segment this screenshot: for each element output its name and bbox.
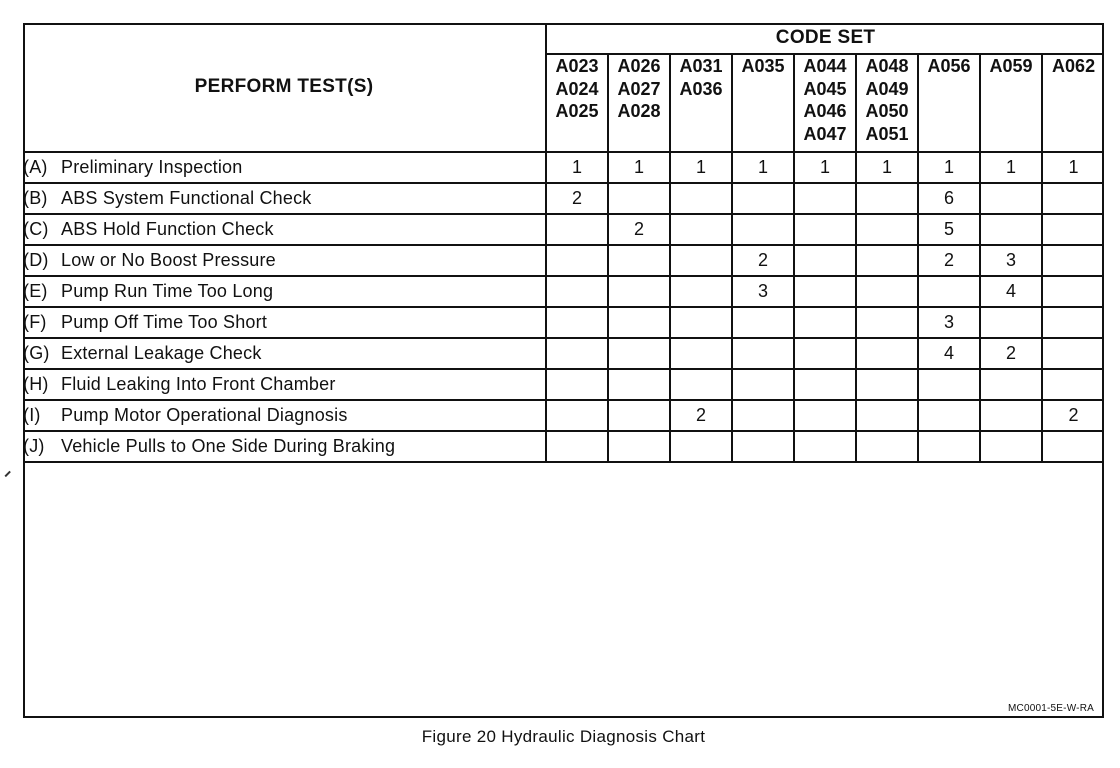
step-cell xyxy=(608,307,670,338)
table-row xyxy=(23,431,1104,462)
test-label: Preliminary Inspection xyxy=(61,157,243,177)
code-label: A046 xyxy=(803,101,847,121)
stray-mark xyxy=(4,471,10,477)
step-cell: 4 xyxy=(918,338,980,369)
step-cell: 2 xyxy=(732,245,794,276)
code-label: A027 xyxy=(617,78,661,99)
step-cell: 3 xyxy=(980,245,1042,276)
step-cell: 2 xyxy=(1042,400,1104,431)
step-cell: 6 xyxy=(918,183,980,214)
code-label: A031 xyxy=(679,56,723,76)
table-row xyxy=(23,307,1104,338)
step-cell xyxy=(1042,245,1104,276)
step-cell xyxy=(918,400,980,431)
step-cell xyxy=(732,369,794,400)
test-name-cell xyxy=(23,183,546,214)
step-cell xyxy=(856,214,918,245)
step-cell xyxy=(546,338,608,369)
test-name-cell xyxy=(23,369,546,400)
step-cell xyxy=(856,369,918,400)
step-cell xyxy=(608,276,670,307)
step-cell xyxy=(794,214,856,245)
code-label: A062 xyxy=(1052,56,1096,76)
step-cell xyxy=(794,307,856,338)
test-rows xyxy=(23,152,1104,462)
step-cell xyxy=(980,369,1042,400)
step-cell xyxy=(670,214,732,245)
step-cell xyxy=(856,338,918,369)
step-cell xyxy=(732,214,794,245)
step-cell xyxy=(608,369,670,400)
test-name-cell xyxy=(23,245,546,276)
step-cell xyxy=(608,338,670,369)
step-cell xyxy=(856,307,918,338)
code-column-header xyxy=(980,54,1042,152)
step-cell: 3 xyxy=(732,276,794,307)
step-cell xyxy=(794,431,856,462)
step-cell xyxy=(794,183,856,214)
code-column-header xyxy=(670,54,732,152)
step-cell xyxy=(670,338,732,369)
test-letter: (C) xyxy=(23,219,49,239)
table-row xyxy=(23,400,1104,431)
step-cell xyxy=(608,245,670,276)
code-column-header xyxy=(794,54,856,152)
figure-caption: Figure 20 Hydraulic Diagnosis Chart xyxy=(421,727,706,746)
step-cell xyxy=(546,245,608,276)
step-cell xyxy=(794,276,856,307)
step-cell xyxy=(980,400,1042,431)
step-cell xyxy=(980,307,1042,338)
step-cell xyxy=(546,307,608,338)
test-name-cell xyxy=(23,400,546,431)
step-cell: 5 xyxy=(918,214,980,245)
step-cell: 1 xyxy=(732,152,794,183)
test-label: Fluid Leaking Into Front Chamber xyxy=(61,374,336,394)
code-label: A044 xyxy=(803,56,847,76)
table-row xyxy=(23,214,1104,245)
test-name-cell xyxy=(23,214,546,245)
test-letter: (J) xyxy=(23,436,45,456)
step-cell xyxy=(1042,431,1104,462)
test-label: Pump Off Time Too Short xyxy=(61,312,268,332)
step-cell: 2 xyxy=(918,245,980,276)
step-cell xyxy=(670,245,732,276)
step-cell xyxy=(732,307,794,338)
step-cell xyxy=(670,276,732,307)
test-label: ABS System Functional Check xyxy=(61,188,312,208)
step-cell xyxy=(608,431,670,462)
test-letter: (A) xyxy=(23,157,48,177)
code-label: A023 xyxy=(555,56,599,76)
step-cell xyxy=(856,431,918,462)
code-column-header xyxy=(732,54,794,152)
step-cell: 2 xyxy=(546,183,608,214)
step-cell xyxy=(608,400,670,431)
step-cell xyxy=(794,369,856,400)
code-label: A028 xyxy=(617,101,661,121)
step-cell: 1 xyxy=(546,152,608,183)
step-cell xyxy=(732,431,794,462)
step-cell xyxy=(546,400,608,431)
step-cell: 3 xyxy=(918,307,980,338)
step-cell xyxy=(980,183,1042,214)
test-letter: (D) xyxy=(23,250,49,270)
test-name-cell xyxy=(23,338,546,369)
step-cell xyxy=(1042,214,1104,245)
code-label: A036 xyxy=(679,78,723,99)
step-cell xyxy=(546,431,608,462)
test-label: Pump Motor Operational Diagnosis xyxy=(61,405,348,425)
step-cell xyxy=(794,338,856,369)
step-cell xyxy=(732,183,794,214)
test-name-cell xyxy=(23,431,546,462)
code-column-header xyxy=(918,54,980,152)
test-name-cell xyxy=(23,152,546,183)
step-cell xyxy=(980,214,1042,245)
step-cell xyxy=(608,183,670,214)
step-cell xyxy=(856,245,918,276)
test-letter: (H) xyxy=(23,374,49,394)
code-column-header xyxy=(608,54,670,152)
test-label: External Leakage Check xyxy=(61,343,262,363)
step-cell: 1 xyxy=(1042,152,1104,183)
code-label: A051 xyxy=(865,123,909,144)
step-cell xyxy=(856,400,918,431)
step-cell xyxy=(732,400,794,431)
test-label: Vehicle Pulls to One Side During Braking xyxy=(61,436,396,456)
step-cell xyxy=(1042,183,1104,214)
step-cell: 2 xyxy=(670,400,732,431)
step-cell: 1 xyxy=(980,152,1042,183)
code-label: A024 xyxy=(555,78,599,99)
step-cell xyxy=(670,183,732,214)
test-letter: (G) xyxy=(23,343,50,363)
code-label: A050 xyxy=(865,101,909,121)
code-label: A025 xyxy=(555,101,599,121)
code-label: A045 xyxy=(803,78,847,99)
code-label: A026 xyxy=(617,56,661,76)
hydraulic-diagnosis-table xyxy=(23,23,1104,463)
table-row xyxy=(23,245,1104,276)
step-cell: 2 xyxy=(980,338,1042,369)
step-cell xyxy=(546,214,608,245)
step-cell: 1 xyxy=(918,152,980,183)
code-label: A035 xyxy=(741,56,785,76)
step-cell xyxy=(794,400,856,431)
step-cell xyxy=(1042,307,1104,338)
step-cell: 4 xyxy=(980,276,1042,307)
step-cell xyxy=(732,338,794,369)
table-row xyxy=(23,338,1104,369)
step-cell xyxy=(546,369,608,400)
test-letter: (I) xyxy=(23,405,41,425)
table-row xyxy=(23,369,1104,400)
test-letter: (B) xyxy=(23,188,48,208)
code-column-header xyxy=(1042,54,1104,152)
code-set-header: CODE SET xyxy=(546,23,1104,54)
test-label: ABS Hold Function Check xyxy=(61,219,274,239)
step-cell xyxy=(1042,369,1104,400)
step-cell xyxy=(546,276,608,307)
perform-tests-header: PERFORM TEST(S) xyxy=(23,23,546,152)
table-row xyxy=(23,183,1104,214)
code-label: A049 xyxy=(865,78,909,99)
code-label: A048 xyxy=(865,56,909,76)
step-cell xyxy=(918,431,980,462)
step-cell xyxy=(1042,338,1104,369)
code-column-header xyxy=(856,54,918,152)
step-cell xyxy=(670,369,732,400)
code-label: A056 xyxy=(927,56,971,76)
test-label: Low or No Boost Pressure xyxy=(61,250,276,270)
test-letter: (E) xyxy=(23,281,48,301)
step-cell: 1 xyxy=(856,152,918,183)
step-cell xyxy=(856,183,918,214)
step-cell xyxy=(980,431,1042,462)
step-cell: 1 xyxy=(670,152,732,183)
reference-code: MC0001-5E-W-RA xyxy=(1008,703,1094,714)
step-cell xyxy=(918,276,980,307)
code-label: A059 xyxy=(989,56,1033,76)
step-cell: 1 xyxy=(608,152,670,183)
code-column-header xyxy=(546,54,608,152)
step-cell xyxy=(856,276,918,307)
step-cell xyxy=(794,245,856,276)
test-label: Pump Run Time Too Long xyxy=(61,281,274,301)
step-cell: 2 xyxy=(608,214,670,245)
step-cell xyxy=(1042,276,1104,307)
step-cell xyxy=(670,307,732,338)
code-label: A047 xyxy=(803,123,847,144)
step-cell xyxy=(918,369,980,400)
step-cell: 1 xyxy=(794,152,856,183)
table-row xyxy=(23,276,1104,307)
test-name-cell xyxy=(23,276,546,307)
test-name-cell xyxy=(23,307,546,338)
step-cell xyxy=(670,431,732,462)
table-row xyxy=(23,152,1104,183)
test-letter: (F) xyxy=(23,312,47,332)
